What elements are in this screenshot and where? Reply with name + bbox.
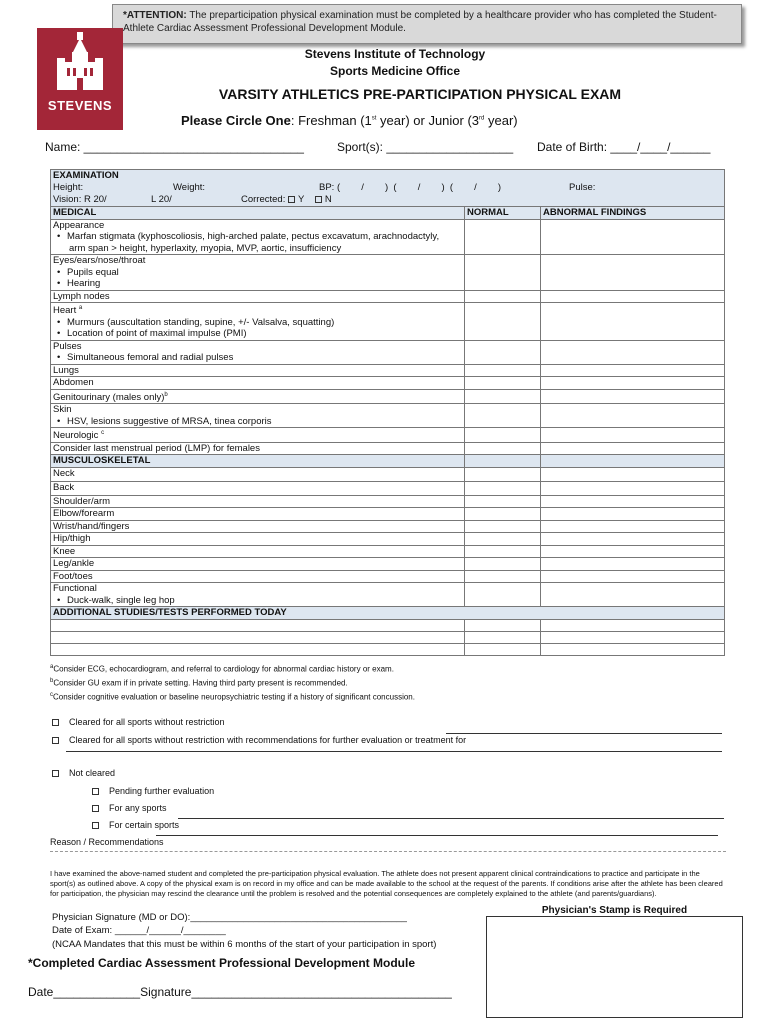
cleared-rec-checkbox[interactable] bbox=[52, 737, 59, 744]
elbow-label: Elbow/forearm bbox=[51, 508, 465, 521]
table-row bbox=[51, 340, 725, 364]
stamp-title: Physician's Stamp is Required bbox=[541, 905, 688, 916]
table-row bbox=[51, 545, 725, 558]
table-row bbox=[51, 619, 725, 631]
weight-label[interactable]: Weight: bbox=[173, 182, 206, 193]
table-row bbox=[51, 442, 725, 455]
hsv-item: • HSV, lesions suggestive of MRSA, tinea corporis bbox=[53, 416, 462, 428]
normal-cell[interactable] bbox=[465, 340, 541, 364]
corrected-yes-checkbox[interactable] bbox=[288, 196, 295, 203]
additional-heading: ADDITIONAL STUDIES/TESTS PERFORMED TODAY bbox=[51, 607, 725, 620]
hearing-item: • Hearing bbox=[53, 278, 462, 290]
abnormal-cell[interactable] bbox=[541, 364, 725, 377]
attention-banner bbox=[112, 4, 742, 44]
examination-row bbox=[51, 170, 725, 207]
foot-label: Foot/toes bbox=[51, 570, 465, 583]
abnormal-cell[interactable] bbox=[541, 404, 725, 428]
murmurs-item: • Murmurs (auscultation standing, supine, +/- Valsalva, squatting) bbox=[53, 317, 462, 329]
normal-cell[interactable] bbox=[465, 545, 541, 558]
examination-heading: EXAMINATION bbox=[53, 170, 119, 181]
pmi-item: • Location of point of maximal impulse (PMI) bbox=[53, 328, 462, 340]
abnormal-heading: ABNORMAL FINDINGS bbox=[541, 207, 725, 220]
physician-stamp-box[interactable] bbox=[486, 916, 743, 1018]
corrected-no-checkbox[interactable] bbox=[315, 196, 322, 203]
abnormal-cell[interactable] bbox=[541, 631, 725, 643]
abnormal-cell[interactable] bbox=[541, 619, 725, 631]
normal-cell[interactable] bbox=[465, 467, 541, 481]
any-sports-option bbox=[92, 803, 167, 813]
certain-sports-checkbox[interactable] bbox=[92, 822, 99, 829]
cleared-label: Cleared for all sports without restriction bbox=[69, 717, 225, 727]
normal-cell[interactable] bbox=[465, 631, 541, 643]
femoral-item: • Simultaneous femoral and radial pulses bbox=[53, 352, 462, 364]
abnormal-cell[interactable] bbox=[541, 377, 725, 390]
physician-signature-field[interactable]: Physician Signature (MD or DO):_________________________________________ bbox=[52, 912, 407, 923]
normal-cell[interactable] bbox=[465, 508, 541, 521]
height-label[interactable]: Height: bbox=[53, 182, 84, 193]
abnormal-cell[interactable] bbox=[541, 520, 725, 533]
normal-cell[interactable] bbox=[465, 364, 541, 377]
corrected-label: Corrected: bbox=[241, 194, 288, 205]
abnormal-cell[interactable] bbox=[541, 255, 725, 291]
any-sports-checkbox[interactable] bbox=[92, 805, 99, 812]
footnote-c bbox=[50, 692, 415, 702]
corrected-group bbox=[241, 194, 332, 206]
back-label: Back bbox=[51, 481, 465, 495]
exam-table bbox=[50, 169, 725, 656]
table-row bbox=[51, 631, 725, 643]
skin-label: Skin bbox=[53, 404, 72, 416]
not-cleared-label: Not cleared bbox=[69, 768, 116, 778]
table-row bbox=[51, 467, 725, 481]
additional-cell[interactable] bbox=[51, 619, 465, 631]
institution-block bbox=[230, 46, 560, 80]
footnote-mark-c: c bbox=[50, 692, 53, 698]
genito-text: Genitourinary (males only) bbox=[53, 391, 165, 403]
abnormal-cell[interactable] bbox=[541, 428, 725, 443]
abnormal-cell[interactable] bbox=[541, 481, 725, 495]
vision-l-label[interactable]: L 20/ bbox=[151, 194, 172, 205]
footnote-mark-c: c bbox=[101, 430, 105, 437]
reason-line[interactable] bbox=[156, 835, 718, 836]
wrist-label: Wrist/hand/fingers bbox=[51, 520, 465, 533]
table-row bbox=[51, 508, 725, 521]
pulses-label: Pulses bbox=[53, 340, 82, 352]
normal-cell[interactable] bbox=[465, 404, 541, 428]
ncaa-mandate-note: (NCAA Mandates that this must be within 6 months of the start of your participation in sport) bbox=[52, 939, 437, 950]
abnormal-cell[interactable] bbox=[541, 508, 725, 521]
castle-icon bbox=[37, 28, 123, 130]
marfan-item-cont: arm span > height, hyperlaxity, myopia, MVP, aortic, insufficiency bbox=[69, 242, 342, 254]
marfan-item: • Marfan stigmata (kyphoscoliosis, high-arched palate, pectus excavatum, arachnodactyly, bbox=[53, 231, 462, 243]
abnormal-cell[interactable] bbox=[541, 570, 725, 583]
abnormal-cell[interactable] bbox=[541, 303, 725, 341]
normal-cell[interactable] bbox=[465, 495, 541, 508]
leg-label: Leg/ankle bbox=[51, 558, 465, 571]
circle-text: year) or Junior (3 bbox=[376, 113, 480, 128]
lmp-label: Consider last menstrual period (LMP) for females bbox=[51, 442, 465, 455]
abnormal-cell[interactable] bbox=[541, 340, 725, 364]
dob-field[interactable]: Date of Birth: ____/____/______ bbox=[537, 140, 711, 154]
footnote-c-text: Consider cognitive evaluation or baseline neuropsychiatric testing if a history of significant concussion. bbox=[53, 692, 415, 702]
abnormal-cell[interactable] bbox=[541, 583, 725, 607]
logo-text: STEVENS bbox=[47, 98, 113, 113]
pending-option bbox=[92, 786, 214, 796]
certain-sports-line[interactable] bbox=[178, 818, 724, 819]
abnormal-cell[interactable] bbox=[541, 558, 725, 571]
cleared-option bbox=[52, 717, 225, 727]
footnote-a bbox=[50, 664, 394, 674]
heart-text: Heart bbox=[53, 305, 77, 317]
completed-module-note: *Completed Cardiac Assessment Professional Development Module bbox=[28, 956, 415, 970]
reason-line-2[interactable] bbox=[50, 851, 726, 852]
abnormal-cell[interactable] bbox=[541, 219, 725, 255]
abnormal-cell[interactable] bbox=[541, 290, 725, 303]
normal-cell[interactable] bbox=[465, 389, 541, 404]
normal-cell[interactable] bbox=[465, 428, 541, 443]
table-row bbox=[51, 520, 725, 533]
attention-label: *ATTENTION: bbox=[123, 10, 187, 21]
neuro-text: Neurologic bbox=[53, 430, 99, 442]
lymph-label: Lymph nodes bbox=[51, 290, 465, 303]
genito-label bbox=[51, 389, 465, 404]
table-row bbox=[51, 583, 725, 607]
table-row bbox=[51, 495, 725, 508]
table-row bbox=[51, 219, 725, 255]
knee-label: Knee bbox=[51, 545, 465, 558]
normal-cell[interactable] bbox=[465, 377, 541, 390]
normal-cell[interactable] bbox=[465, 290, 541, 303]
abnormal-cell[interactable] bbox=[541, 442, 725, 455]
circle-text: year) bbox=[484, 113, 518, 128]
sup-rd: rd bbox=[479, 115, 485, 122]
table-row bbox=[51, 558, 725, 571]
certain-sports-option bbox=[92, 820, 179, 830]
normal-cell[interactable] bbox=[465, 533, 541, 546]
additional-cell[interactable] bbox=[51, 643, 465, 655]
eyes-label: Eyes/ears/nose/throat bbox=[53, 255, 146, 266]
musculo-header-row bbox=[51, 455, 725, 468]
table-row bbox=[51, 481, 725, 495]
abnormal-cell[interactable] bbox=[541, 495, 725, 508]
pending-label: Pending further evaluation bbox=[109, 786, 215, 796]
neuro-label bbox=[51, 428, 465, 443]
additional-header-row bbox=[51, 607, 725, 620]
certain-sports-label: For certain sports bbox=[109, 820, 180, 830]
appearance-label: Appearance bbox=[53, 219, 105, 231]
footnote-mark-a: a bbox=[78, 305, 83, 311]
abnormal-cell[interactable] bbox=[541, 545, 725, 558]
attention-text: The preparticipation physical examination must be completed by a healthcare provider who has completed the Student-Athlete Cardiac Assessment Professional Development Module. bbox=[123, 10, 717, 34]
circle-text: : Freshman (1 bbox=[290, 113, 372, 128]
table-row bbox=[51, 290, 725, 303]
normal-cell[interactable] bbox=[465, 643, 541, 655]
abnormal-cell[interactable] bbox=[541, 389, 725, 404]
no-label: N bbox=[324, 194, 332, 205]
sup-st: st bbox=[371, 115, 377, 122]
table-row bbox=[51, 643, 725, 655]
pending-checkbox[interactable] bbox=[92, 788, 99, 795]
footnote-mark-b: b bbox=[164, 391, 168, 398]
circle-one-line bbox=[181, 113, 518, 128]
name-field[interactable]: Name: _________________________________ bbox=[45, 140, 304, 154]
additional-cell[interactable] bbox=[51, 631, 465, 643]
office-name: Sports Medicine Office bbox=[329, 64, 461, 78]
normal-cell[interactable] bbox=[465, 442, 541, 455]
institution-name: Stevens Institute of Technology bbox=[304, 47, 486, 61]
functional-label: Functional bbox=[53, 583, 97, 595]
footnote-mark-b: b bbox=[50, 678, 54, 684]
hip-label: Hip/thigh bbox=[51, 533, 465, 546]
normal-cell[interactable] bbox=[465, 303, 541, 341]
yes-label: Y bbox=[298, 194, 305, 205]
musculo-heading: MUSCULOSKELETAL bbox=[51, 455, 465, 468]
cleared-rec-label: Cleared for all sports without restriction with recommendations for further evaluation or treatment for bbox=[69, 735, 467, 745]
footnote-b-text: Consider GU exam if in private setting. Having third party present is recommended. bbox=[53, 678, 348, 688]
table-row bbox=[51, 570, 725, 583]
lungs-label: Lungs bbox=[51, 364, 465, 377]
footnote-mark-a: a bbox=[50, 664, 54, 670]
vision-r-label[interactable]: Vision: R 20/ bbox=[53, 194, 107, 205]
not-cleared-option bbox=[52, 768, 115, 778]
table-row bbox=[51, 389, 725, 404]
not-cleared-checkbox[interactable] bbox=[52, 770, 59, 777]
abnormal-cell[interactable] bbox=[541, 467, 725, 481]
cleared-rec-line-2[interactable] bbox=[66, 751, 722, 752]
abnormal-cell[interactable] bbox=[541, 533, 725, 546]
table-row bbox=[51, 404, 725, 428]
normal-cell[interactable] bbox=[465, 619, 541, 631]
heart-label bbox=[53, 303, 462, 317]
reason-label: Reason / Recommendations bbox=[50, 837, 164, 847]
table-row bbox=[51, 303, 725, 341]
table-row bbox=[51, 428, 725, 443]
normal-cell[interactable] bbox=[465, 481, 541, 495]
neck-label: Neck bbox=[51, 467, 465, 481]
cleared-rec-option bbox=[52, 735, 466, 745]
duck-item: • Duck-walk, single leg hop bbox=[53, 595, 462, 607]
shoulder-label: Shoulder/arm bbox=[51, 495, 465, 508]
pulse-label[interactable]: Pulse: bbox=[569, 182, 596, 193]
form-title: VARSITY ATHLETICS PRE-PARTICIPATION PHYSICAL EXAM bbox=[218, 86, 622, 102]
abdomen-label: Abdomen bbox=[51, 377, 465, 390]
sports-field[interactable]: Sport(s): ___________________ bbox=[337, 140, 514, 154]
medical-heading: MEDICAL bbox=[51, 207, 465, 220]
footnote-b bbox=[50, 678, 348, 688]
table-row bbox=[51, 364, 725, 377]
footnote-a-text: Consider ECG, echocardiogram, and referral to cardiology for abnormal cardiac history or exam. bbox=[53, 664, 394, 674]
table-row bbox=[51, 533, 725, 546]
medical-header-row bbox=[51, 207, 725, 220]
cleared-rec-line[interactable] bbox=[446, 733, 722, 734]
normal-cell[interactable] bbox=[465, 570, 541, 583]
date-signature-field[interactable]: Date_____________Signature_______________________________________ bbox=[28, 985, 452, 999]
normal-cell[interactable] bbox=[465, 520, 541, 533]
any-sports-label: For any sports bbox=[109, 803, 167, 813]
normal-cell[interactable] bbox=[465, 255, 541, 291]
pupils-item: • Pupils equal bbox=[53, 267, 462, 279]
normal-cell[interactable] bbox=[465, 583, 541, 607]
bp-label[interactable]: BP: ( / ) ( / ) ( / ) bbox=[319, 182, 502, 193]
cleared-checkbox[interactable] bbox=[52, 719, 59, 726]
date-of-exam-field[interactable]: Date of Exam: ______/______/________ bbox=[52, 925, 226, 936]
abnormal-cell[interactable] bbox=[541, 643, 725, 655]
circle-label: Please Circle One bbox=[181, 113, 291, 128]
normal-heading: NORMAL bbox=[465, 207, 541, 220]
disclaimer-text: I have examined the above-named student and completed the pre-participation physical evaluation. The athlete does not present apparent clinical contraindications to practice and participate in the sport(s) as outlined above. A copy of the physical exam is on record in my office and can be made available to the school at the request of the parents. If conditions arise after the athlete has been cleared for participation, the physician may rescind the clearance until the problem is resolved and the potential consequences are completely explained to the athlete (and parents/guardians). bbox=[50, 869, 723, 898]
normal-cell[interactable] bbox=[465, 558, 541, 571]
table-row bbox=[51, 377, 725, 390]
normal-cell[interactable] bbox=[465, 219, 541, 255]
table-row bbox=[51, 255, 725, 291]
stevens-logo bbox=[37, 28, 123, 130]
